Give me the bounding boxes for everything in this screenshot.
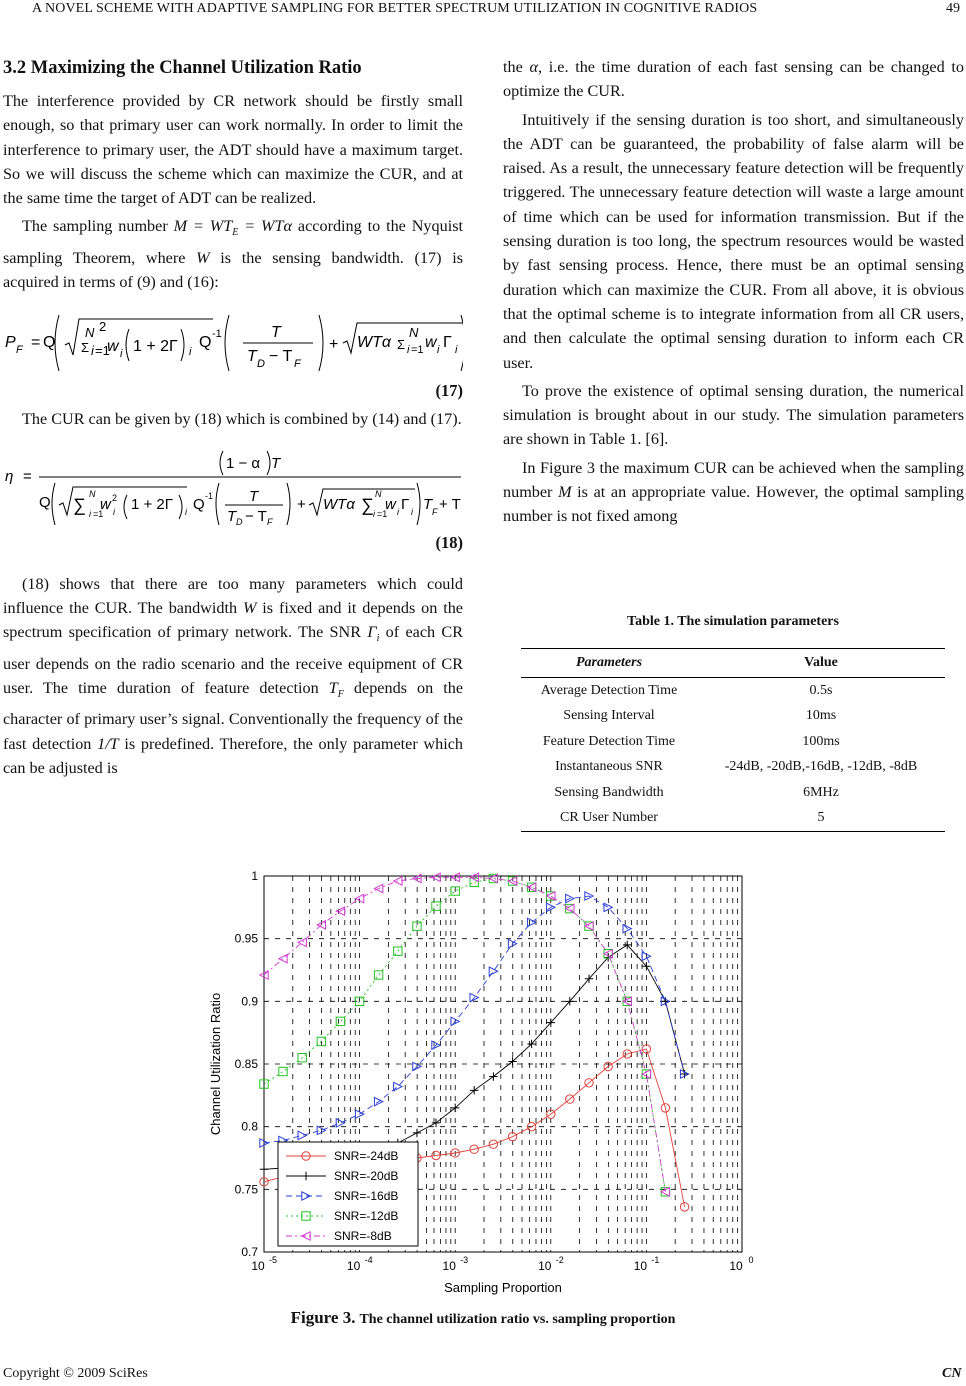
svg-text:WTα: WTα <box>323 496 355 514</box>
series-line <box>264 945 685 1169</box>
right-column <box>503 55 964 529</box>
table-header: Value <box>697 649 945 678</box>
table-cell: CR User Number <box>521 806 697 832</box>
x-tick-exponent: -5 <box>268 1255 278 1265</box>
data-point <box>489 1072 497 1080</box>
table-cell: -24dB, -20dB,-16dB, -12dB, -8dB <box>724 759 918 775</box>
svg-text:Q: Q <box>43 333 56 351</box>
running-title: A NOVEL SCHEME WITH ADAPTIVE SAMPLING FOR BETTER SPECTRUM UTILIZATION IN COGNITIVE RADIOS <box>32 1 758 16</box>
table-row <box>521 704 945 730</box>
svg-text:∑: ∑ <box>73 495 86 516</box>
x-tick-label: 10 <box>633 1259 648 1273</box>
data-point <box>260 1165 268 1173</box>
svg-text:i: i <box>411 507 413 518</box>
svg-text:F: F <box>432 507 438 518</box>
equation-number: (17) <box>435 380 463 400</box>
table-cell: Sensing Bandwidth <box>554 784 664 800</box>
math-sub: E <box>232 227 239 239</box>
svg-text:-1: -1 <box>212 327 222 340</box>
paragraph <box>3 572 463 781</box>
svg-text:N: N <box>375 489 382 500</box>
data-point <box>336 1119 344 1127</box>
svg-text:i: i <box>373 509 375 520</box>
math-inline: α <box>529 58 538 76</box>
text: , i.e. the time duration of each fast sensing can be changed to optimize the CUR. <box>503 58 964 101</box>
text: the <box>503 58 530 76</box>
svg-text:Q: Q <box>193 496 205 514</box>
legend-label: SNR=-20dB <box>334 1169 399 1183</box>
y-tick-label: 0.9 <box>241 994 258 1009</box>
data-point <box>432 1119 440 1127</box>
x-axis-label: Sampling Proportion <box>444 1280 562 1295</box>
svg-text:w: w <box>385 496 396 514</box>
data-point <box>413 1129 421 1137</box>
math-text: = WTα <box>238 217 293 236</box>
table-row <box>521 729 945 755</box>
math-inline: W <box>242 598 257 617</box>
data-point <box>489 967 497 975</box>
svg-text:N: N <box>85 324 95 340</box>
x-tick-label: 10 <box>538 1259 552 1273</box>
equation-number: (18) <box>435 533 463 553</box>
text: The sampling number <box>22 217 174 236</box>
svg-text:N: N <box>409 324 419 340</box>
math-text: Γ <box>367 623 377 642</box>
svg-text:2: 2 <box>112 493 118 504</box>
svg-text:=: = <box>23 468 32 486</box>
equation-18 <box>3 441 463 527</box>
math-text: M = WT <box>173 217 233 236</box>
math-inline: W <box>196 249 210 268</box>
svg-text:i: i <box>91 342 94 358</box>
svg-text:P: P <box>5 333 16 351</box>
svg-text:i: i <box>120 347 123 360</box>
svg-text:T: T <box>227 508 237 526</box>
svg-text:T: T <box>271 323 281 341</box>
svg-text:=1: =1 <box>95 342 110 358</box>
data-point <box>680 1070 688 1078</box>
svg-text:+: + <box>297 496 306 514</box>
svg-text:1 + 2Γ: 1 + 2Γ <box>131 496 174 514</box>
svg-text:i: i <box>89 509 91 520</box>
text: of each CR user depends on the radio scenario and the receive equipment of CR user. The time duration of feature detection <box>3 623 463 697</box>
legend-label: SNR=-16dB <box>334 1189 399 1203</box>
svg-text:η: η <box>5 468 14 486</box>
table-cell: 10ms <box>805 708 837 724</box>
svg-text:i: i <box>407 343 410 356</box>
x-tick-exponent: -2 <box>555 1255 564 1265</box>
page-number: 49 <box>946 1 960 16</box>
table-cell: 6MHz <box>803 784 839 800</box>
math-inline <box>367 623 380 645</box>
svg-text:w: w <box>107 337 119 355</box>
y-tick-label: 0.8 <box>241 1119 258 1134</box>
paragraph <box>503 55 964 104</box>
svg-text:-1: -1 <box>205 491 214 502</box>
svg-text:i: i <box>455 343 458 356</box>
table-cell: Instantaneous SNR <box>555 759 663 775</box>
data-point <box>374 971 382 979</box>
chart-svg <box>200 860 770 1300</box>
copyright: Copyright © 2009 SciRes <box>3 1366 148 1381</box>
x-tick-exponent: -3 <box>460 1255 469 1265</box>
table-cell: 0.5s <box>809 682 833 698</box>
paragraph: The CUR can be given by (18) which is combined by (14) and (17). <box>22 409 462 428</box>
svg-text:=: = <box>31 333 41 351</box>
table-header: Parameters <box>521 649 697 678</box>
x-tick-label: 10 <box>251 1259 265 1273</box>
svg-text:w: w <box>100 496 111 514</box>
x-tick-label: 10 <box>442 1259 456 1273</box>
y-tick-label: 0.95 <box>234 931 258 946</box>
x-tick-label: 10 <box>346 1259 361 1273</box>
svg-text:+: + <box>329 335 339 353</box>
table-row <box>521 678 945 704</box>
svg-text:Σ: Σ <box>397 336 406 352</box>
svg-text:2: 2 <box>99 318 107 334</box>
svg-text:=1: =1 <box>411 343 424 356</box>
paragraph: The interference provided by CR network should be firstly small enough, so that primary user can work normally. In order to limit the interference to primary user, the ADT should have a maximum target. So we will discuss the scheme which can maximize the CUR, and at the same time the target of ADT can be realized. <box>3 92 463 208</box>
text: depends on the character of primary user’s signal. Conventionally the frequency of the fast detection <box>3 678 464 753</box>
table-cell: Sensing Interval <box>563 708 655 724</box>
svg-text:Γ: Γ <box>401 496 410 514</box>
x-tick-exponent: 0 <box>748 1255 754 1265</box>
data-point <box>661 1188 669 1196</box>
table-cell: Feature Detection Time <box>542 733 676 749</box>
svg-text:∑: ∑ <box>361 495 374 516</box>
text: is predefined. Therefore, the only parameter which can be adjusted is <box>3 734 463 778</box>
math-inline <box>173 217 293 239</box>
svg-text:i: i <box>397 507 399 518</box>
math-text: T <box>328 678 338 697</box>
svg-text:i: i <box>185 507 187 518</box>
table-caption: Table 1. The simulation parameters <box>627 614 839 629</box>
table-row <box>521 806 945 832</box>
svg-text:i: i <box>189 345 192 358</box>
legend-label: SNR=-24dB <box>334 1149 399 1163</box>
svg-text:D: D <box>236 517 243 528</box>
x-tick-label: 10 <box>729 1259 743 1273</box>
equation-17 <box>3 305 463 375</box>
svg-text:T: T <box>423 496 433 514</box>
data-point <box>279 1067 287 1075</box>
table-cell: Average Detection Time <box>540 682 678 698</box>
y-axis-label: Channel Utilization Ratio <box>208 992 223 1136</box>
svg-text:− T: − T <box>245 508 267 526</box>
journal-abbrev: CN <box>942 1366 962 1381</box>
svg-text:Γ: Γ <box>443 333 452 351</box>
svg-text:i: i <box>113 507 115 518</box>
data-point <box>661 1188 669 1196</box>
svg-text:T: T <box>247 347 257 365</box>
svg-text:N: N <box>89 489 96 500</box>
figure-caption-text: The channel utilization ratio vs. sampling proportion <box>359 1312 676 1327</box>
svg-text:1 + 2Γ: 1 + 2Γ <box>133 337 178 355</box>
legend-label: SNR=-8dB <box>334 1229 392 1243</box>
series-line <box>264 896 685 1143</box>
y-tick-label: 1 <box>251 869 258 883</box>
table-row <box>521 755 945 781</box>
y-tick-label: 0.75 <box>234 1182 258 1197</box>
svg-text:T: T <box>271 455 281 473</box>
svg-text:w: w <box>425 333 437 351</box>
figure-3-chart <box>200 860 770 1300</box>
data-point <box>661 997 669 1005</box>
svg-text:=1: =1 <box>377 509 388 520</box>
svg-text:Q: Q <box>39 494 51 512</box>
svg-text:+ T: + T <box>439 496 461 514</box>
svg-text:F: F <box>267 517 273 528</box>
figure-label: Figure 3. <box>290 1308 356 1327</box>
equation-17-graphic <box>3 305 463 375</box>
paragraph: Intuitively if the sensing duration is too short, and simultaneously the ADT can be guaranteed, the probability of false alarm will be raised. As a result, the unnecessary feature detection will be frequently triggered. The unnecessary feature detection will waste a large amount of time which can be used for information transmission. But if the sensing duration is too long, the spectrum resources would be wasted by fast sensing process. Hence, there must be an optimal sensing duration which can maximize the CUR. From all above, it is obvious that the optimal scheme is to integrate information from all CR users, and then calculate the optimal sensing duration to inform each CR user. <box>503 110 964 372</box>
equation-18-graphic <box>3 441 463 527</box>
math-sub: i <box>376 633 380 645</box>
table-row <box>521 780 945 806</box>
x-tick-exponent: -1 <box>651 1255 660 1265</box>
y-tick-label: 0.7 <box>241 1245 258 1259</box>
svg-text:1 − α: 1 − α <box>226 455 261 473</box>
section-title: 3.2 Maximizing the Channel Utilization Ratio <box>3 58 362 78</box>
text: is at an appropriate value. However, the optimal sampling number is not fixed among <box>503 483 965 526</box>
math-inline <box>328 678 344 701</box>
parameters-table <box>521 648 945 832</box>
table-cell: 100ms <box>802 733 840 749</box>
svg-text:T: T <box>249 488 259 506</box>
svg-text:− T: − T <box>269 347 293 365</box>
math-inline: M <box>558 483 572 502</box>
svg-text:Q: Q <box>199 333 212 351</box>
svg-text:D: D <box>257 357 265 370</box>
text: according to the Nyquist sampling Theorem, where <box>3 217 464 268</box>
x-tick-exponent: -4 <box>364 1255 373 1265</box>
text: is fixed and it depends on the spectrum specification of primary network. The SNR <box>3 598 463 642</box>
table-cell: 5 <box>697 806 945 832</box>
svg-text:=1: =1 <box>93 509 104 520</box>
svg-text:i: i <box>437 343 440 356</box>
svg-text:WTα: WTα <box>357 333 391 351</box>
paragraph: To prove the existence of optimal sensing duration, the numerical simulation is brought about in our study. The simulation parameters are shown in Table 1. [6]. <box>503 381 964 449</box>
paragraph <box>503 456 964 529</box>
figure-caption <box>0 1308 966 1328</box>
svg-text:F: F <box>294 357 301 370</box>
table-header-row <box>521 649 945 678</box>
paragraph <box>3 214 463 294</box>
left-column <box>3 55 463 780</box>
text: In Figure 3 the maximum CUR can be achieved when the sampling number <box>503 458 964 502</box>
math-sub: F <box>337 689 344 701</box>
data-point <box>298 1131 306 1139</box>
svg-text:Σ: Σ <box>81 339 90 355</box>
math-inline: 1/T <box>97 734 119 753</box>
text: is the sensing bandwidth. (17) is acquired in terms of (9) and (16): <box>3 249 463 292</box>
svg-text:F: F <box>16 343 23 356</box>
y-tick-label: 0.85 <box>234 1057 258 1071</box>
text: (18) shows that there are too many parameters which could influence the CUR. The bandwidth <box>3 574 463 617</box>
legend-label: SNR=-12dB <box>334 1209 399 1223</box>
